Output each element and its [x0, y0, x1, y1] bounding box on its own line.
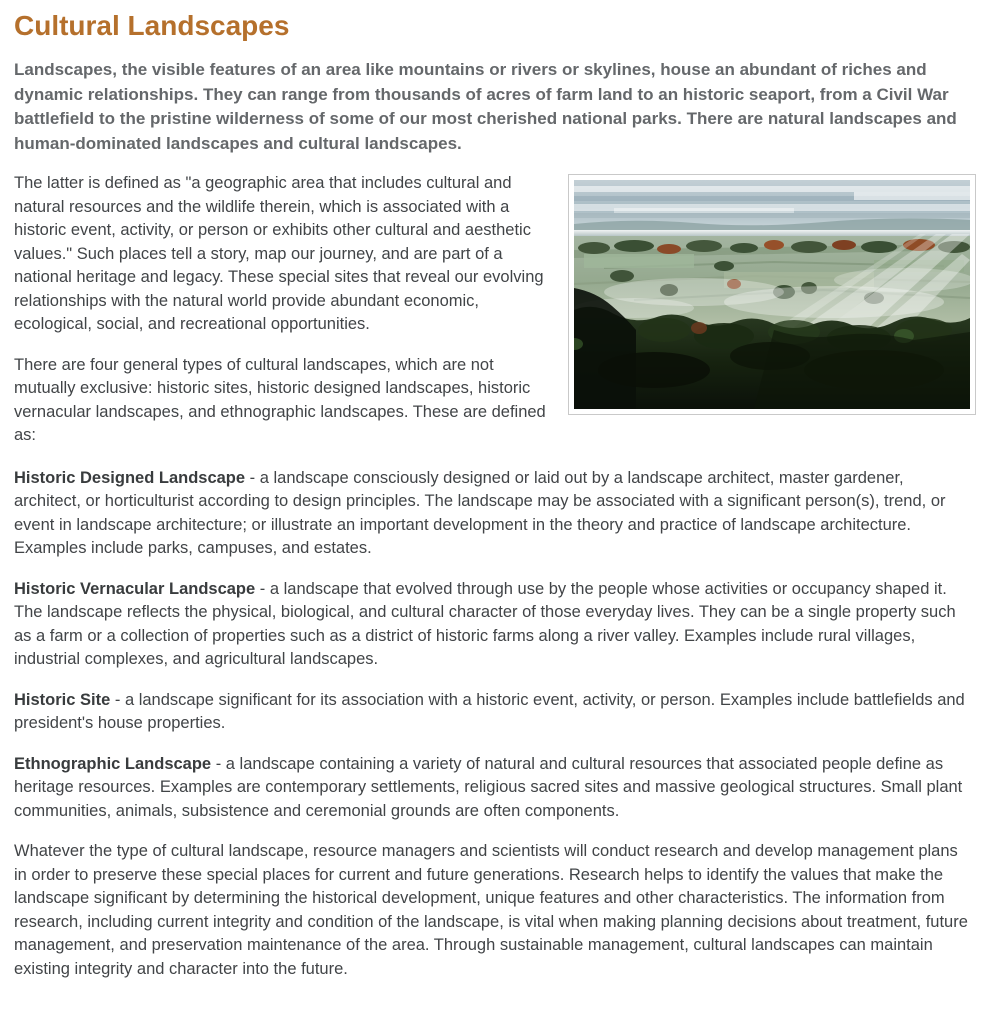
- paragraph-four-types: There are four general types of cultural landscapes, which are not mutually exclusive: historic sites, historic designed landscapes, historic vernacular landscapes, and ethnographic landscapes. These are defined as:: [14, 355, 546, 444]
- definition-historic-site: [14, 689, 970, 736]
- definition-text: - a landscape significant for its association with a historic event, activity, or person. Examples include battlefields and president's house properties.: [14, 690, 965, 732]
- definition-text: - a landscape that evolved through use by the people whose activities or occupancy shaped it. The landscape reflects the physical, biological, and cultural character of those everyday lives. They can be a single property such as a farm or a collection of properties such as a district of historic farms along a river valley. Examples include rural villages, industrial complexes, and agricultural landscapes.: [14, 579, 956, 668]
- definition-historic-vernacular: [14, 578, 970, 672]
- misty-valley-aerial-photo: [574, 180, 970, 409]
- page-title: Cultural Landscapes: [14, 10, 290, 41]
- definition-term: Historic Site: [14, 690, 111, 709]
- closing-paragraph: Whatever the type of cultural landscape, resource managers and scientists will conduct research and develop management plans in order to preserve these special places for current and future generations. Research helps to identify the values that make the landscape significant by determining the historical development, unique features and other characteristics. The information from research, including current integrity and condition of the landscape, is vital when making planning decisions about treatment, future management, and preservation maintenance of the area. Through sustainable management, cultural landscapes can maintain existing integrity and character into the future.: [14, 842, 968, 978]
- intro-paragraph: Landscapes, the visible features of an area like mountains or rivers or skylines, house an abundant of riches and dynamic relationships. They can range from thousands of acres of farm land to an historic seaport, from a Civil War battlefield to the pristine wilderness of some of our most cherished national parks. There are natural landscapes and human-dominated landscapes and cultural landscapes.: [14, 60, 957, 153]
- paragraph-definition-quote: The latter is defined as "a geographic area that includes cultural and natural resources and the wildlife therein, which is associated with a historic event, activity, or person or exhibits other cultural and aesthetic values." Such places tell a story, map our journey, and are part of a national heritage and legacy. These special sites that reveal our evolving relationships with the natural world provide abundant economic, ecological, social, and recreational opportunities.: [14, 174, 544, 333]
- definition-ethnographic: [14, 753, 970, 824]
- text-and-photo-row: [14, 172, 970, 465]
- definition-term: Historic Vernacular Landscape: [14, 579, 256, 598]
- definition-text: - a landscape consciously designed or laid out by a landscape architect, master gardener, architect, or horticulturist according to design principles. The landscape may be associated with a significant person(s), trend, or event in landscape architecture; or illustrate an important development in the theory and practice of landscape architecture. Examples include parks, campuses, and estates.: [14, 468, 946, 557]
- definition-term: Historic Designed Landscape: [14, 468, 246, 487]
- text-column: [14, 172, 559, 465]
- landscape-photo-frame: [568, 174, 976, 415]
- definition-term: Ethnographic Landscape: [14, 754, 212, 773]
- definition-historic-designed: [14, 467, 970, 561]
- definition-text: - a landscape containing a variety of natural and cultural resources that associated people define as heritage resources. Examples are contemporary settlements, religious sacred sites and massive geological structures. Small plant communities, animals, subsistence and ceremonial grounds are often components.: [14, 754, 963, 820]
